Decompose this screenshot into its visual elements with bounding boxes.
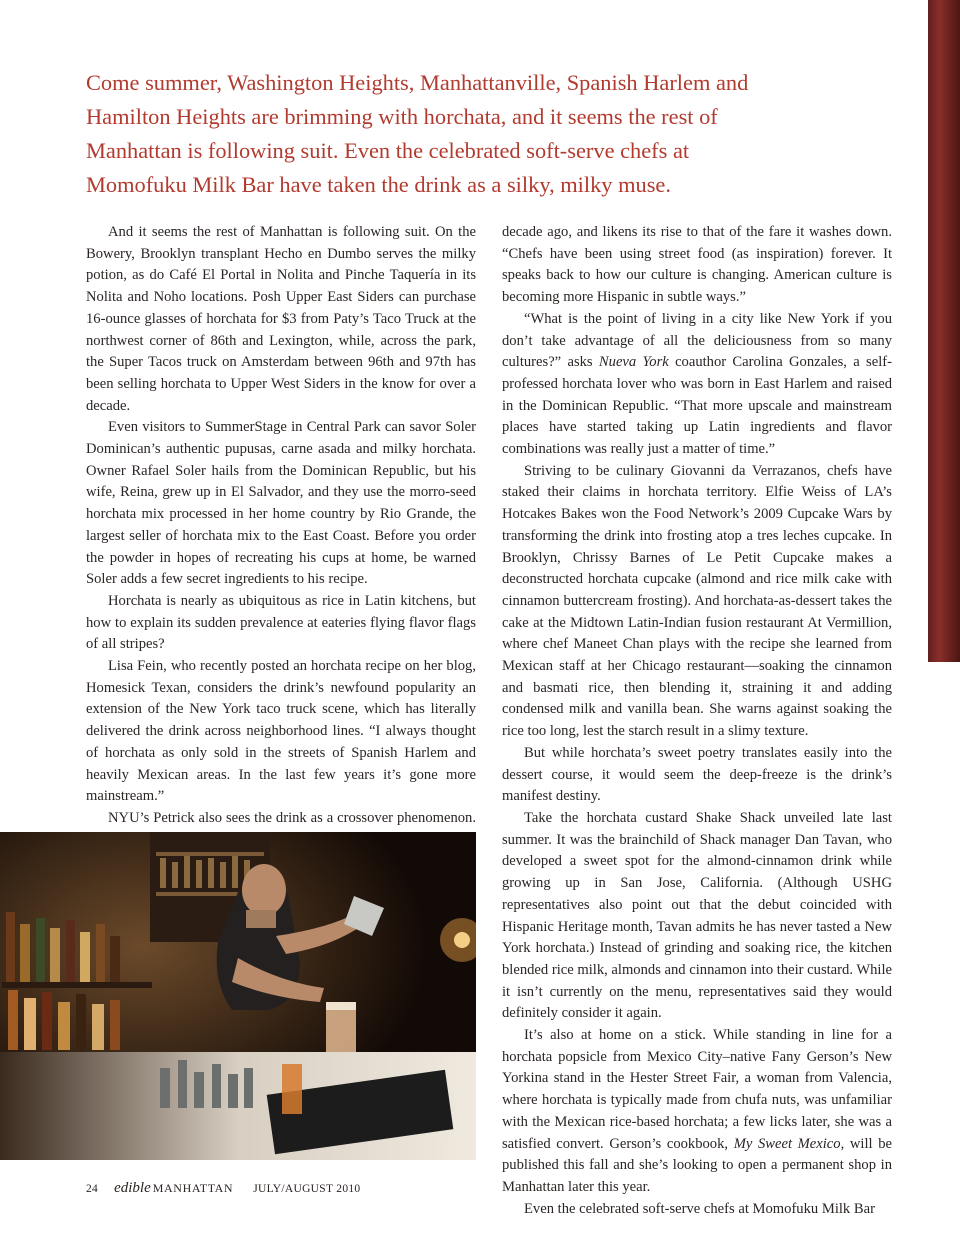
pull-quote: Come summer, Washington Heights, Manhattanville, Spanish Harlem and Hamilton Heights are brimming with horchata, and it seems the rest of Manhattan is following suit. Even the celebrated soft-serve chefs at Momofuku Milk Bar have taken the drink as a silky, milky muse. bbox=[86, 70, 749, 197]
paragraph: Horchata is nearly as ubiquitous as rice in Latin kitchens, but how to explain its sudden prevalence at eateries flying flavor flags of all stripes? bbox=[86, 592, 476, 653]
paragraph: Even visitors to SummerStage in Central Park can savor Soler Dominican’s authentic pupusas, carne asada and milky horchata. Owner Rafael Soler hails from the Dominican Republic, but his wife, Reina, grew up in El Salvador, and they use the morro-seed horchata mix processed in her home country by Rio Grande, the largest seller of horchata mix to the East Coast. Before you order the powder in hopes of recreating his cups at home, be warned Soler adds a few secret ingredients to his recipe. bbox=[86, 419, 476, 588]
paragraph: But while horchata’s sweet poetry translates easily into the dessert course, it would seem the deep-freeze is the drink’s manifest destiny. bbox=[502, 744, 892, 805]
paragraph: Take the horchata custard Shake Shack unveiled late last summer. It was the brainchild of Shack manager Dan Tavan, who developed a sweet spot for the almond-cinnamon drink while growing up in San Jose, California. (Although USHG representatives also point out that the debut coincided with Hispanic Heritage month, Tavan admits he has never tasted a New York horchata.) Instead of grinding and soaking rice, the kitchen blended rice milk, almonds and cinnamon into their custard. While it isn’t currently on the menu, representatives said they would definitely consider it again. bbox=[502, 809, 893, 1022]
paragraph bbox=[502, 1025, 892, 1199]
publication-name-edible: edible bbox=[114, 1180, 151, 1196]
text-run: coauthor Carolina Gonzales, a self-professed horchata lover who was born in East Harlem and raised in the Dominican Republic. “That more upscale and mainstream places have started taking up Latin ingredients and flavor combinations was really just a matter of time.” bbox=[502, 354, 892, 458]
text-run: “What is the point of living in a city like New York if you don’t take advantage of all the deliciousness from so many cultures?” asks bbox=[502, 310, 892, 371]
paragraph: Even the celebrated soft-serve chefs at Momofuku Milk Bar bbox=[524, 1200, 875, 1217]
paragraph: NYU’s Petrick also sees the drink as a crossover phenomenon. bbox=[108, 809, 476, 826]
paragraph: Lisa Fein, who recently posted an horchata recipe on her blog, Homesick Texan, considers the drink’s newfound popularity an extension of the New York taco truck scene, which has literally delivered the drink across neighborhood lines. “I always thought of horchata as only sold in the streets of Spanish Harlem and heavily Mexican areas. In the last few years it’s gone more mainstream.” bbox=[86, 658, 476, 805]
book-title: Nueva York bbox=[598, 354, 669, 371]
paragraph: And it seems the rest of Manhattan is following suit. On the Bowery, Brooklyn transplant Hecho en Dumbo serves the milky potion, as do Café El Portal in Nolita and Pinche Taquería in its Nolita and Noho locations. Posh Upper East Siders can purchase 16-ounce glasses of horchata for $3 from Paty’s Taco Truck at the northwest corner of 86th and Lexington, while, across the park, the Super Tacos truck on Amsterdam between 96th and 97th has been selling horchata to Upper West Siders in the know for over a decade. bbox=[86, 224, 476, 414]
article-column-right bbox=[502, 222, 892, 1220]
paragraph bbox=[502, 309, 892, 461]
decorative-edge-strip bbox=[928, 0, 960, 662]
article-column-left bbox=[86, 222, 476, 851]
publication-name-manhattan: MANHATTAN bbox=[152, 1181, 234, 1195]
text-run: , will be published this fall and she’s looking to open a permanent shop in Manhattan later this year. bbox=[502, 1135, 892, 1195]
paragraph: decade ago, and likens its rise to that of the fare it washes down. “Chefs have been using street food (as inspiration) forever. It speaks back to how our culture is changing. American culture is becoming more Hispanic in subtle ways.” bbox=[502, 224, 892, 306]
issue-date: JULY/AUGUST 2010 bbox=[253, 1183, 361, 1195]
bartender-photo bbox=[0, 832, 476, 1160]
page-number: 24 bbox=[86, 1183, 99, 1195]
page-footer bbox=[86, 1180, 360, 1197]
text-run: It’s also at home on a stick. While standing in line for a horchata popsicle from Mexico City–native Fany Gerson’s New Yorkina stand in the Hester Street Fair, a woman from Valencia, where horchata is typically made from chufa nuts, was unfamiliar with the Mexican rice-based horchata; a few licks later, she was a satisfied convert. Gerson’s cookbook, bbox=[502, 1027, 892, 1152]
paragraph: Striving to be culinary Giovanni da Verrazanos, chefs have staked their claims in horchata territory. Elfie Weiss of LA’s Hotcakes Bakes won the Food Network’s 2009 Cupcake Wars by transforming the drink into frosting atop a tres leches cupcake. In Brooklyn, Chrissy Barnes of Le Petit Cupcake makes a deconstructed horchata cupcake (almond and rice milk cake with cinnamon buttercream frosting). And horchata-as-dessert takes the cake at the Midtown Latin-Indian fusion restaurant At Vermillion, where chef Maneet Chan plays with the recipe she learned from Mexican staff at her Chicago restaurant—soaking the cinnamon and basmati rice, then blending it, straining it and adding condensed milk and vanilla bean. She warns against soaking the rice too long, lest the starch result in a slimy texture. bbox=[502, 462, 892, 740]
book-title: My Sweet Mexico bbox=[733, 1135, 841, 1152]
